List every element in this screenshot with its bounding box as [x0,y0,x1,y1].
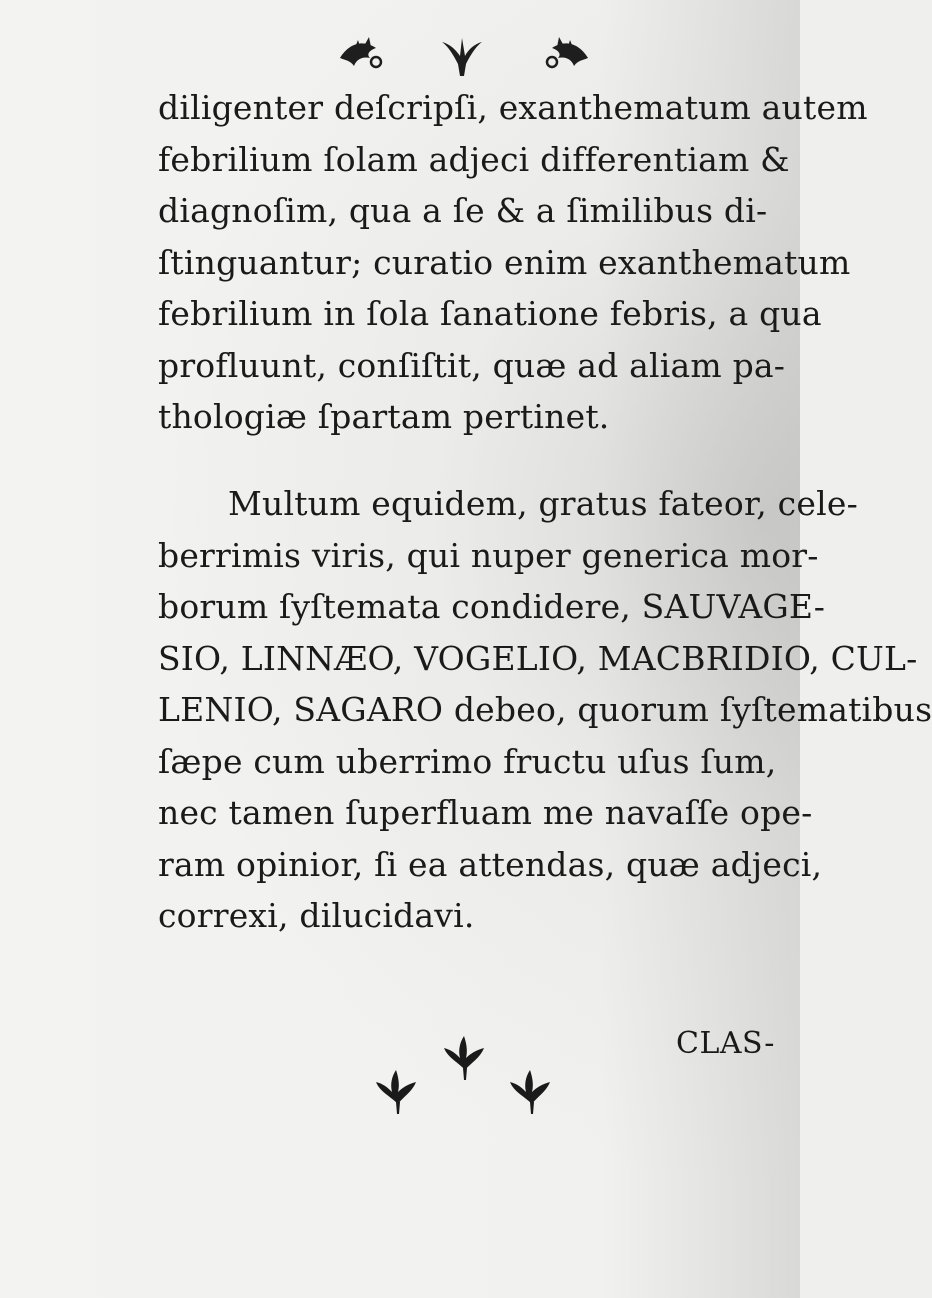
text-line: ſæpe cum uberrimo fructu uſus ſum, [158,741,777,781]
text-line: LENIO, SAGARO debeo, quorum ſyſtematibus [158,690,932,729]
text-line: febrilium ſolam adjeci differentiam & [158,139,790,179]
text-line: profluunt, conſiſtit, quæ ad aliam pa- [158,345,786,385]
paragraph-2 [158,478,932,942]
text-line: SIO, LINNÆO, VOGELIO, MACBRIDIO, CUL- [158,638,918,678]
text-line: ſtinguantur; curatio enim exanthematum [158,242,851,282]
fleuron-triangle-icon [360,1030,570,1120]
paragraph-1 [158,82,868,443]
text-line: correxi, dilucidavi. [158,896,475,935]
text-line: berrimis viris, qui nuper generica mor- [158,535,819,575]
text-line: Multum equidem, gratus fateor, cele- [228,484,858,523]
text-line: nec tamen ſuperfluam me navaſſe ope- [158,793,813,832]
text-line: thologiæ ſpartam pertinet. [158,397,610,436]
catchword: CLAS- [676,1026,775,1061]
text-line: diligenter deſcripſi, exanthematum autem [158,88,868,127]
text-line: borum ſyſtemata condidere, SAUVAGE- [158,587,826,626]
floral-vignette-icon [330,28,600,78]
text-line: diagnoſim, qua a ſe & a ſimilibus di- [158,191,768,230]
text-line: ram opinior, ſi ea attendas, quæ adjeci, [158,844,823,884]
text-line: febrilium in ſola ſanatione febris, a qua [158,294,822,333]
